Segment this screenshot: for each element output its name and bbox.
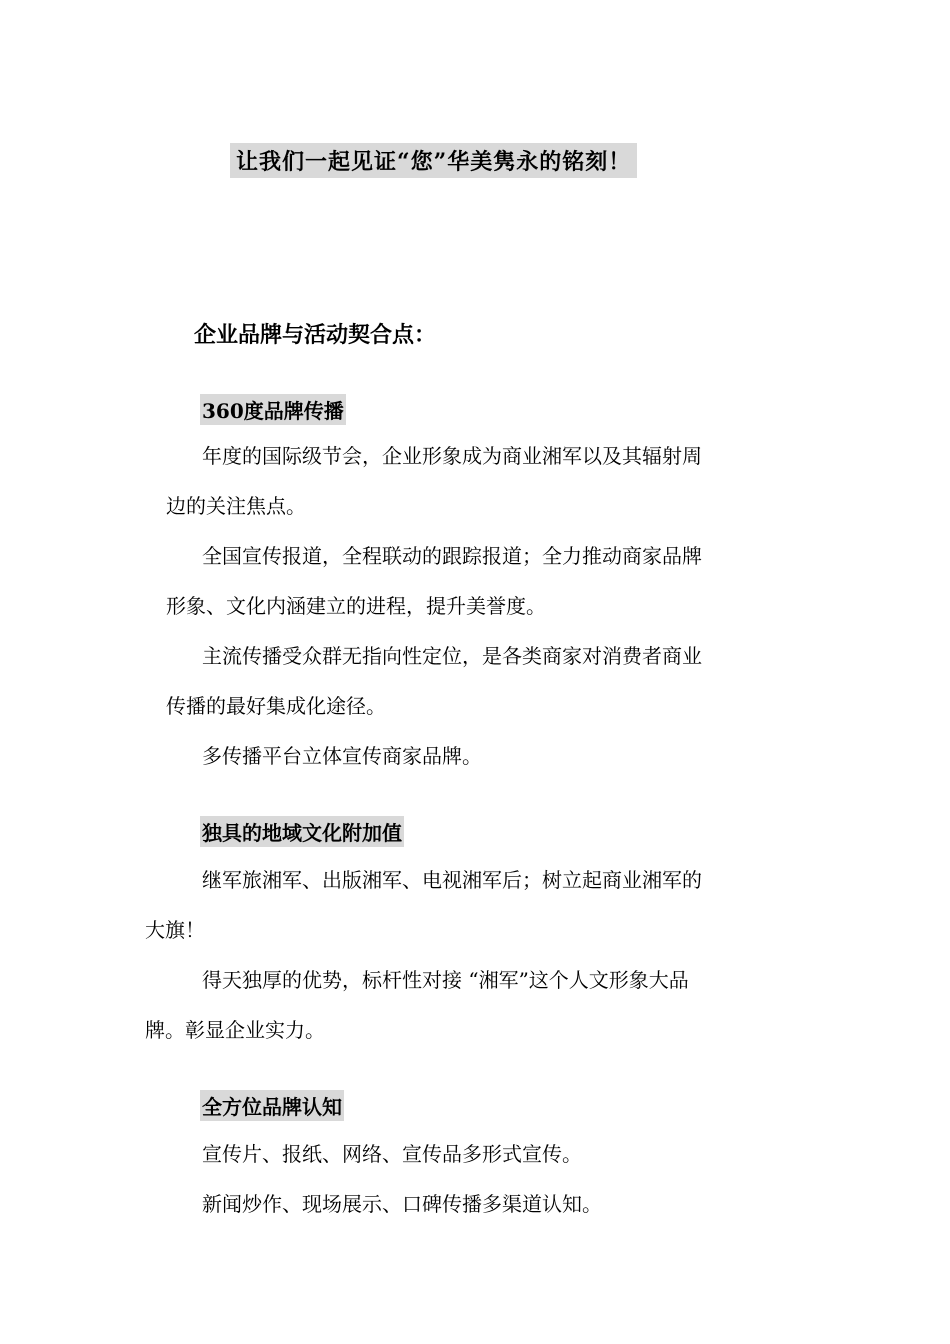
sub-heading-regional-culture: 独具的地域文化附加值	[200, 816, 404, 847]
sub-heading-brand-spread: 360度品牌传播	[200, 394, 346, 425]
paragraph-line: 传播的最好集成化途径。	[166, 694, 386, 718]
headline: 让我们一起见证“您”华美隽永的铭刻！	[230, 143, 637, 178]
paragraph-line: 大旗！	[145, 918, 205, 942]
paragraph-line: 形象、文化内涵建立的进程，提升美誉度。	[166, 594, 546, 618]
paragraph-line: 新闻炒作、现场展示、口碑传播多渠道认知。	[202, 1192, 602, 1216]
paragraph-line: 主流传播受众群无指向性定位，是各类商家对消费者商业	[202, 644, 702, 668]
paragraph-line: 牌。彰显企业实力。	[145, 1018, 325, 1042]
sub-heading-brand-recognition: 全方位品牌认知	[200, 1090, 344, 1121]
paragraph-line: 继军旅湘军、出版湘军、电视湘军后；树立起商业湘军的	[202, 868, 702, 892]
paragraph-line: 全国宣传报道，全程联动的跟踪报道；全力推动商家品牌	[202, 544, 702, 568]
paragraph-line: 多传播平台立体宣传商家品牌。	[202, 744, 482, 768]
paragraph-line: 年度的国际级节会，企业形象成为商业湘军以及其辐射周	[202, 444, 702, 468]
section-title: 企业品牌与活动契合点：	[194, 322, 437, 348]
paragraph-line: 得天独厚的优势，标杆性对接 “湘军”这个人文形象大品	[202, 968, 689, 992]
paragraph-line: 宣传片、报纸、网络、宣传品多形式宣传。	[202, 1142, 582, 1166]
paragraph-line: 边的关注焦点。	[166, 494, 306, 518]
